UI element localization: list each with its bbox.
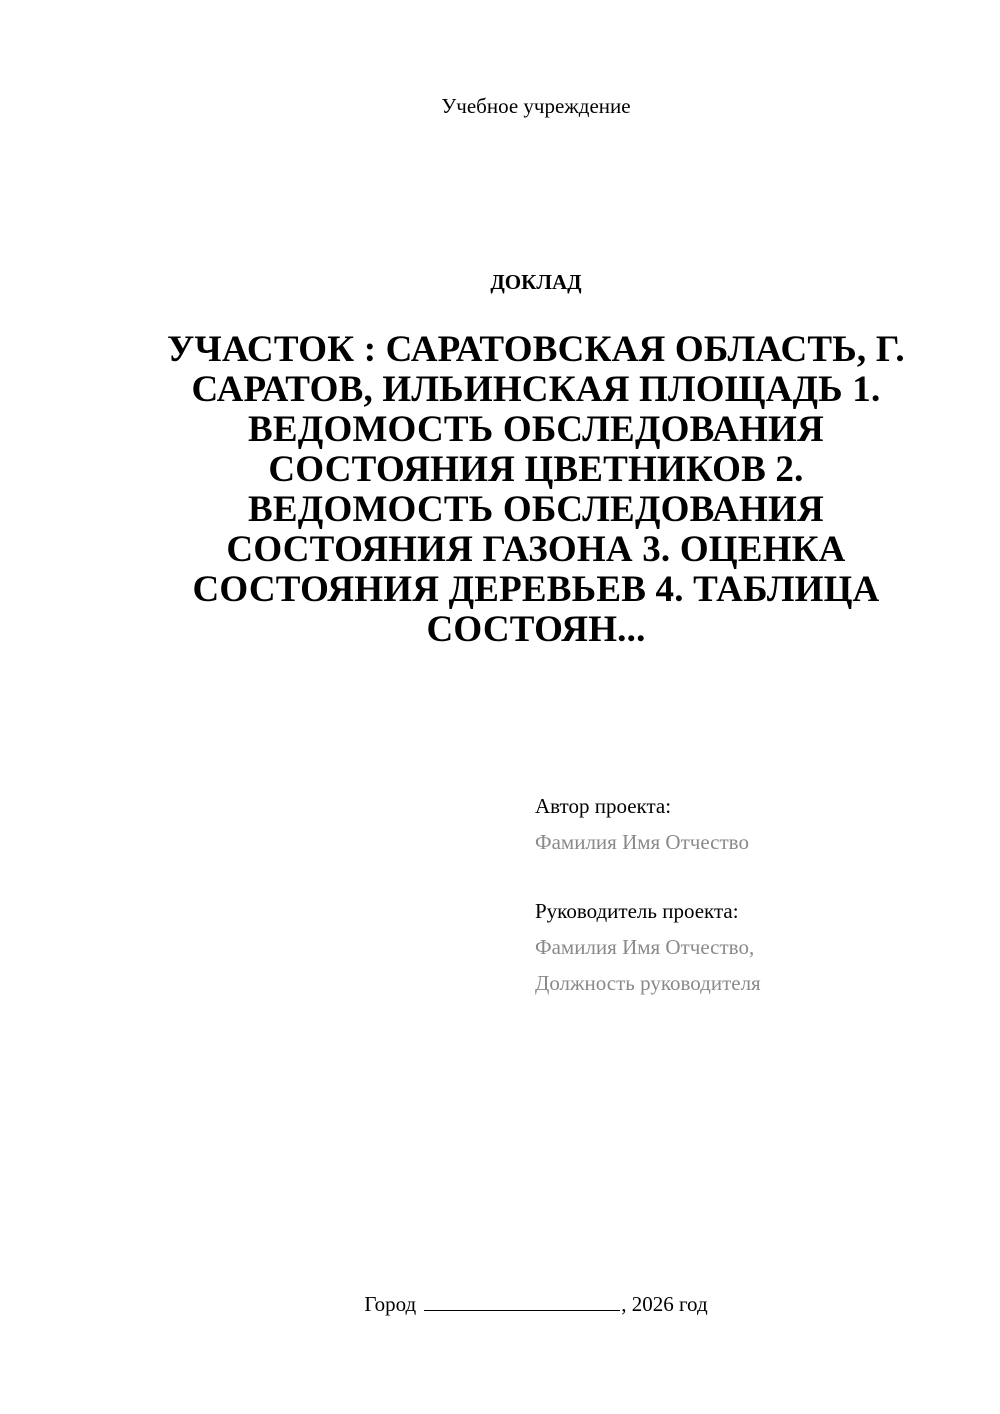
year-text: , 2026 год [621, 1292, 708, 1316]
supervisor-label: Руководитель проекта: [535, 899, 739, 923]
supervisor-name: Фамилия Имя Отчество, [535, 935, 755, 959]
author-block [535, 788, 975, 860]
institution-name: Учебное учреждение [441, 94, 631, 118]
author-name: Фамилия Имя Отчество [535, 830, 749, 854]
document-title: УЧАСТОК : САРАТОВСКАЯ ОБЛАСТЬ, Г. САРАТОВ, ИЛЬИНСКАЯ ПЛОЩАДЬ 1. ВЕДОМОСТЬ ОБСЛЕДОВАНИЯ СОСТОЯНИЯ ЦВЕТНИКОВ 2. ВЕДОМОСТЬ ОБСЛЕДОВАНИЯ СОСТОЯНИЯ ГАЗОНА 3. ОЦЕНКА СОСТОЯНИЯ ДЕРЕВЬЕВ 4. ТАБЛИЦА СОСТОЯН... [167, 329, 905, 650]
city-blank-line [424, 1292, 620, 1311]
footer-city-year [0, 1290, 1000, 1318]
author-label: Автор проекта: [535, 794, 672, 818]
supervisor-position: Должность руководителя [535, 971, 761, 995]
document-type: ДОКЛАД [490, 270, 582, 294]
supervisor-block [535, 893, 975, 1001]
city-label: Город [364, 1292, 417, 1316]
